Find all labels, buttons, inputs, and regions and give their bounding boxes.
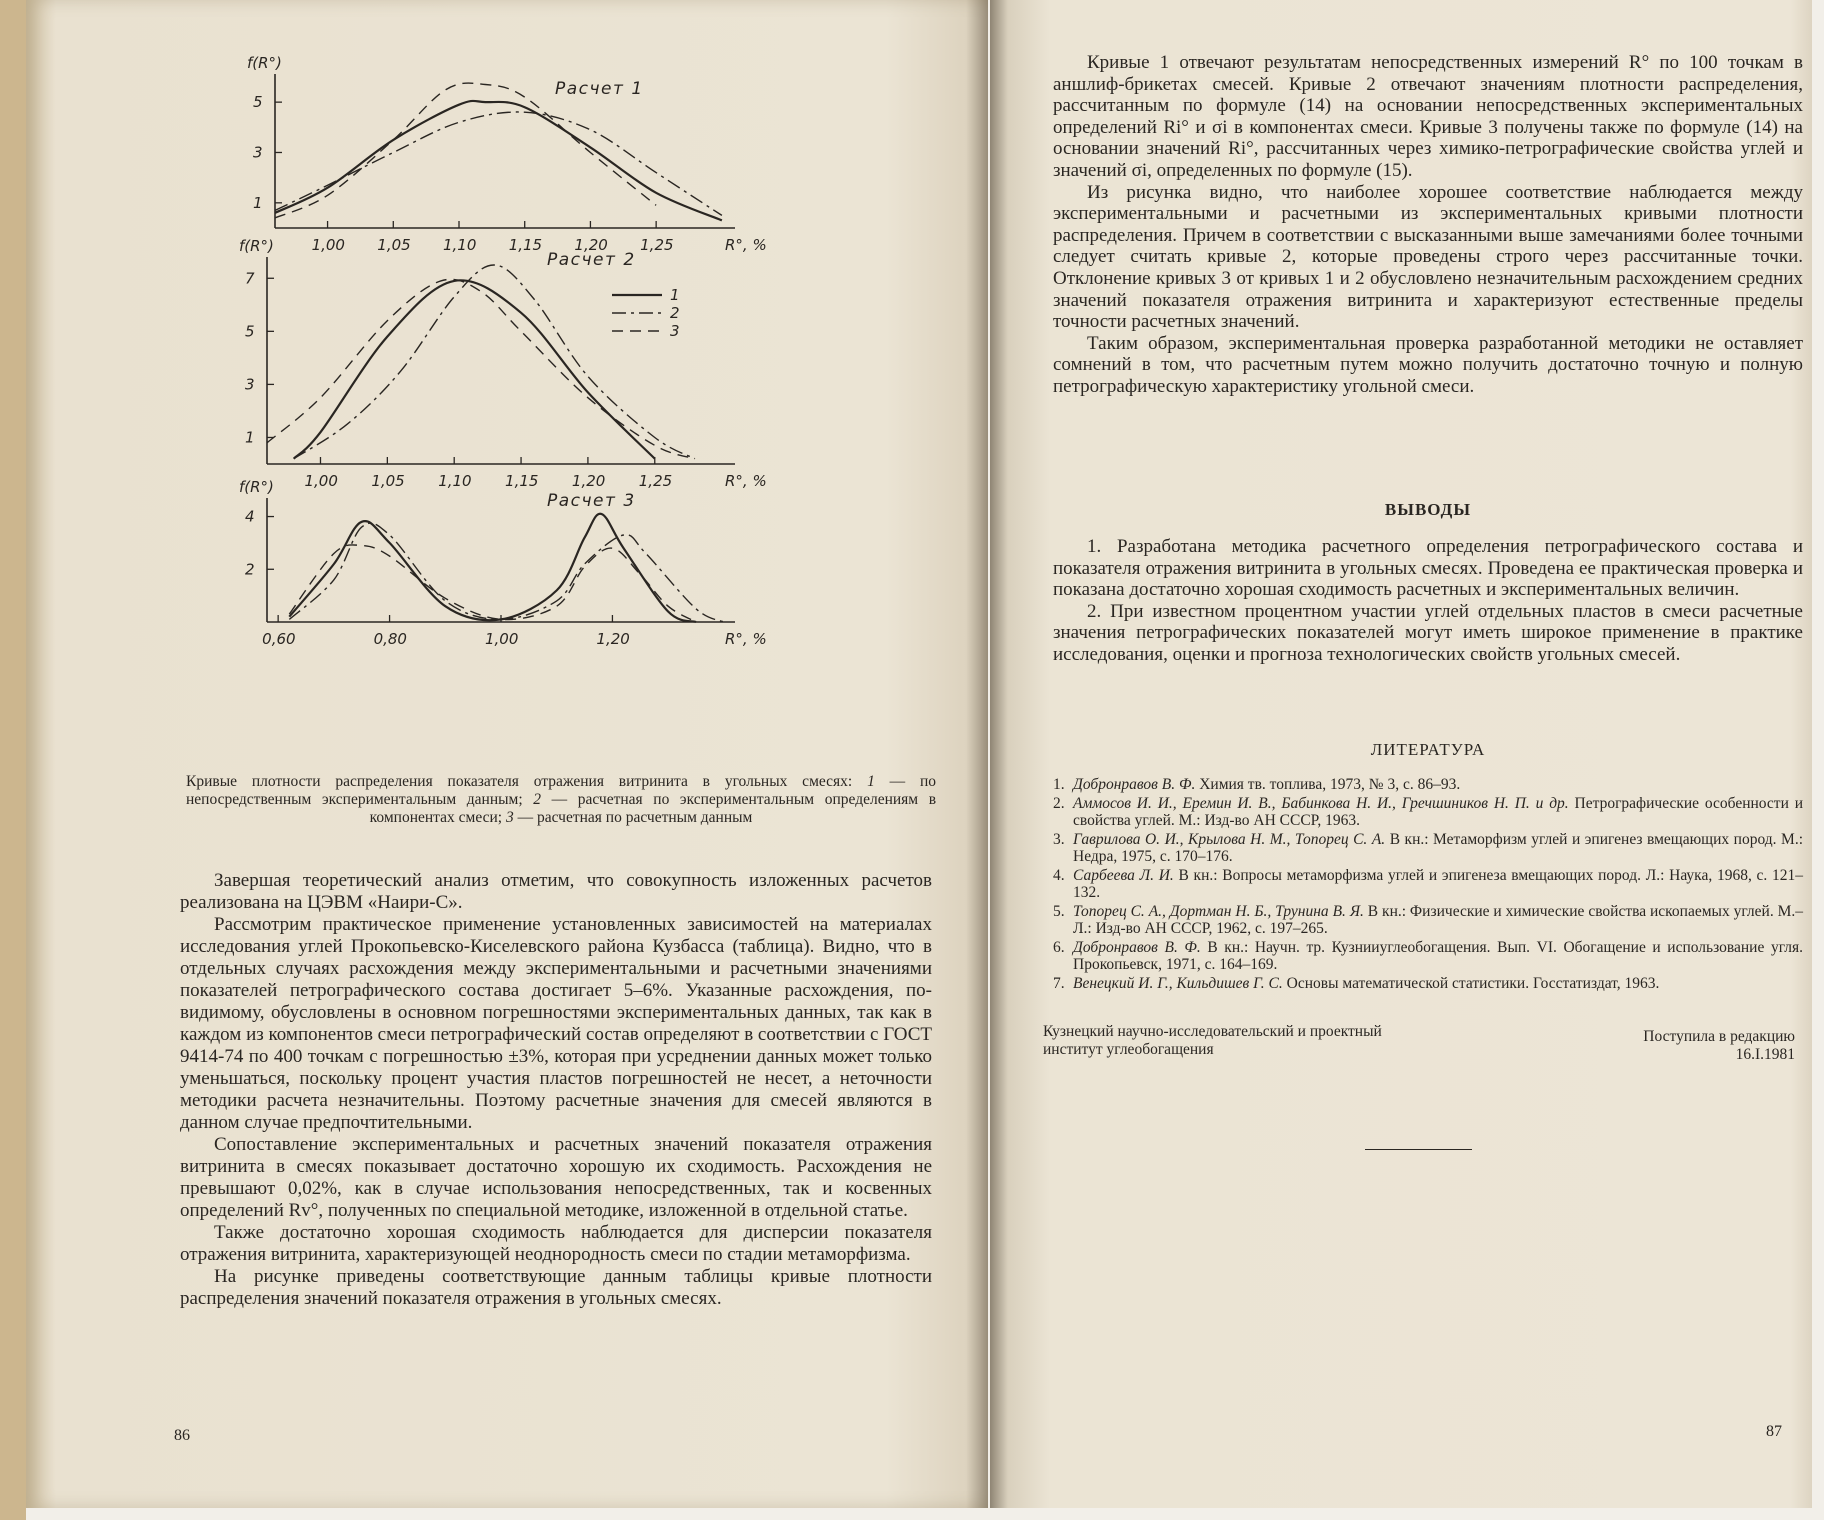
- reference-authors: Аммосов И. И., Еремин И. В., Бабинкова Н. И., Гречшиников Н. П. и др.: [1073, 794, 1569, 812]
- x-tick-label: 1,20: [574, 236, 608, 254]
- reference-number: 5.: [1053, 902, 1065, 920]
- y-tick-label: 3: [245, 375, 255, 394]
- reference-item: [1053, 903, 1803, 938]
- x-tick-label: 1,20: [571, 472, 606, 490]
- paragraph: Из рисунка видно, что наиболее хорошее соответствие наблюдается между экспериментальными и расчетными из экспериментальных кривыми плотности распределения. Причем в соответствии с высказанными выше замечаниями более точными следует считать кривые 2, которые проведены строго через рассчитанные точки. Отклонение кривых 3 от кривых 1 и 2 обусловлено незначительным расхождением средних значений показателя отражения витринита и характеризуют естественные пределы точности расчетных значений.: [1053, 181, 1803, 333]
- figure: [239, 54, 885, 760]
- received-date: 16.I.1981: [1735, 1046, 1795, 1063]
- caption-curve-1-text: — по непосредственным экспериментальным данным;: [186, 773, 937, 808]
- reference-text: Петрографические особенности и свойства углей. М.: Изд-во АН СССР, 1963.: [1073, 794, 1804, 829]
- legend-label: 2: [670, 304, 680, 322]
- literature-heading: ЛИТЕРАТУРА: [1370, 740, 1486, 759]
- series-line-1: [275, 101, 722, 221]
- x-axis-label: R°, %: [725, 236, 767, 254]
- reference-authors: Добронравов В. Ф.: [1073, 938, 1201, 956]
- x-tick-label: 1,25: [640, 236, 674, 254]
- reference-number: 1.: [1053, 776, 1065, 793]
- reference-list: [1053, 776, 1803, 993]
- reference-authors: Топорец С. А., Дортман Н. Б., Трунина В. Я.: [1073, 902, 1364, 920]
- y-tick-label: 5: [245, 322, 255, 341]
- caption-curve-2-number: 2: [533, 791, 542, 808]
- paragraph: Завершая теоретический анализ отметим, что совокупность изложенных расчетов реализована на ЦЭВМ «Наири-С».: [180, 870, 932, 913]
- reference-text: В кн.: Вопросы метаморфизма углей и эпигенеза вмещающих пород. Л.: Наука, 1968, с. 121–132.: [1073, 866, 1804, 901]
- y-axis-label: f(R°): [247, 54, 282, 72]
- reference-text: В кн.: Научн. тр. Кузнииуглеобогащения. Вып. VI. Обогащение и использование угля. Прокопьевск, 1971, с. 164–169.: [1073, 938, 1804, 973]
- x-tick-label: 1,20: [596, 630, 630, 648]
- reference-text: Химия тв. топлива, 1973, № 3, с. 86–93.: [1199, 776, 1461, 793]
- page-number-right: 87: [1766, 1423, 1782, 1440]
- end-rule: [1365, 1149, 1472, 1150]
- reference-number: 4.: [1053, 866, 1065, 884]
- figure-caption: [186, 773, 936, 827]
- y-tick-label: 1: [253, 193, 263, 212]
- reference-authors: Добронравов В. Ф.: [1073, 776, 1196, 793]
- series-line-1: [294, 280, 655, 458]
- reference-item: [1053, 867, 1803, 902]
- paragraph: На рисунке приведены соответствующие данным таблицы кривые плотности распределения значений показателя отражения в угольных смесях.: [180, 1266, 932, 1309]
- reference-authors: Сарбеева Л. И.: [1073, 866, 1174, 884]
- reference-text: Основы математической статистики. Госстатиздат, 1963.: [1286, 974, 1660, 992]
- x-tick-label: 1,15: [505, 472, 539, 490]
- right-page-body: [1053, 52, 1803, 398]
- y-tick-label: 1: [245, 428, 255, 447]
- reference-text: В кн.: Метаморфизм углей и эпигенез вмещающих пород. М.: Недра, 1975, с. 170–176.: [1073, 830, 1803, 865]
- x-tick-label: 1,05: [377, 236, 411, 254]
- paragraph: Сопоставление экспериментальных и расчетных значений показателя отражения витринита в смесях показывает достаточно хорошую их сходимость. Расхождения не превышают 0,02%, как в случае использования непосредственных, так и косвенных определений Rv°, полученных по специальной методике, изложенной в отдельной статье.: [180, 1134, 932, 1221]
- caption-curve-2-text: — расчетная по экспериментальным определениям в компонентах смеси;: [369, 791, 937, 826]
- y-tick-label: 3: [253, 143, 263, 162]
- caption-curve-3-text: — расчетная по расчетным данным: [517, 809, 753, 826]
- caption-curve-3-number: 3: [505, 809, 514, 826]
- x-tick-label: 0,80: [373, 630, 407, 648]
- y-axis-label: f(R°): [239, 478, 274, 496]
- series-line-2: [289, 523, 724, 622]
- conclusion-item: 2. При известном процентном участии углей отдельных пластов в смеси расчетные значения петрографических показателей могут иметь широкое применение в практике исследования, оценки и прогноза технологических свойств угольных смесей.: [1053, 600, 1803, 665]
- reference-authors: Венецкий И. Г., Кильдишев Г. С.: [1073, 974, 1283, 992]
- conclusions: [1053, 536, 1803, 666]
- reference-item: [1053, 939, 1803, 974]
- series-line-3: [289, 545, 696, 622]
- panel-title: Расчет 3: [547, 491, 636, 511]
- x-tick-label: 0,60: [262, 630, 296, 648]
- legend-label: 3: [670, 322, 680, 340]
- reference-number: 2.: [1053, 794, 1065, 812]
- reference-item: [1053, 975, 1803, 993]
- page-number-left: 86: [174, 1427, 190, 1444]
- x-axis-label: R°, %: [725, 472, 767, 490]
- reference-number: 3.: [1053, 830, 1065, 848]
- received-label: Поступила в редакцию: [1643, 1028, 1795, 1045]
- reference-number: 6.: [1053, 938, 1065, 956]
- x-tick-label: 1,00: [485, 630, 519, 648]
- series-line-2: [275, 112, 722, 215]
- y-tick-label: 2: [245, 560, 255, 579]
- x-axis-label: R°, %: [725, 630, 767, 648]
- x-tick-label: 1,00: [311, 236, 345, 254]
- x-tick-label: 1,10: [443, 236, 477, 254]
- paragraph: Таким образом, экспериментальная проверка разработанной методики не оставляет сомнений в том, что расчетным путем можно получить достаточно точную и полную петрографическую характеристику угольной смеси.: [1053, 332, 1803, 397]
- conclusion-item: 1. Разработана методика расчетного определения петрографического состава и показателя отражения витринита в угольных смесях. Проведена ее практическая проверка и показана достаточно хорошая сходимость расчетных и экспериментальных величин.: [1053, 536, 1803, 601]
- x-tick-label: 1,05: [371, 472, 405, 490]
- x-tick-label: 1,15: [508, 236, 543, 254]
- density-curves-figure: [239, 54, 885, 760]
- reference-number: 7.: [1053, 974, 1065, 992]
- y-tick-label: 7: [245, 269, 255, 288]
- panel-title: Расчет 2: [547, 250, 636, 270]
- y-tick-label: 5: [253, 93, 263, 112]
- panel-title: Расчет 1: [555, 79, 644, 99]
- conclusions-heading: ВЫВОДЫ: [1384, 500, 1472, 519]
- y-axis-label: f(R°): [239, 237, 274, 255]
- left-page-body: [180, 870, 932, 1310]
- reference-item: [1053, 795, 1803, 830]
- paragraph: Также достаточно хорошая сходимость наблюдается для дисперсии показателя отражения витринита, характеризующей неоднородность смеси по стадии метаморфизма.: [180, 1222, 932, 1265]
- reference-text: В кн.: Физические и химические свойства ископаемых углей. М.– Л.: Изд-во АН СССР, 1962, с. 197–265.: [1073, 902, 1804, 937]
- reference-item: [1053, 831, 1803, 866]
- book-edge: [0, 0, 26, 1520]
- x-tick-label: 1,10: [438, 472, 472, 490]
- series-line-3: [267, 279, 695, 458]
- received-block: [1555, 1028, 1795, 1064]
- legend-label: 1: [670, 286, 680, 304]
- caption-curve-1-number: 1: [867, 773, 875, 790]
- reference-authors: Гаврилова О. И., Крылова Н. М., Топорец С. А.: [1073, 830, 1386, 848]
- x-tick-label: 1,25: [638, 472, 673, 490]
- reference-item: [1053, 776, 1803, 794]
- paragraph: Рассмотрим практическое применение установленных зависимостей на материалах исследования углей Прокопьевско-Киселевского района Кузбасса (таблица). Видно, что в отдельных случаях расхождения между экспериментальными и расчетными значениями показателей петрографического состава достигает 5–6%. Указанные расхождения, по-видимому, обусловлены в основном погрешностями экспериментальных данных, так как в каждом из компонентов смеси петрографический состав определяют в соответствии с ГОСТ 9414-74 по 400 точкам с погрешностью ±3%, которая при усреднении данных может только уменьшаться, поскольку процент участия пластов погрешностей не несет, а неточности методики расчета незначительны. Поэтому расчетные значения для смесей являются в данном случае предпочтительными.: [180, 914, 932, 1133]
- x-tick-label: 1,00: [304, 472, 338, 490]
- affiliation: Кузнецкий научно-исследовательский и проектный институт углеобогащения: [1043, 1023, 1382, 1058]
- caption-main: Кривые плотности распределения показателя отражения витринита в угольных смесях:: [186, 773, 853, 790]
- paragraph: Кривые 1 отвечают результатам непосредственных измерений R° по 100 точкам в аншлиф-брикетах смесей. Кривые 2 отвечают значениям плотности распределения, рассчитанным по формуле (14) на основании непосредственных экспериментальных определений Ri° и σi в компонентах смеси. Кривые 3 получены также по формуле (14) на основании значений Ri°, рассчитанных через химико-петрографические свойства углей и значений σi, определенных по формуле (15).: [1053, 52, 1803, 181]
- y-tick-label: 4: [245, 507, 255, 526]
